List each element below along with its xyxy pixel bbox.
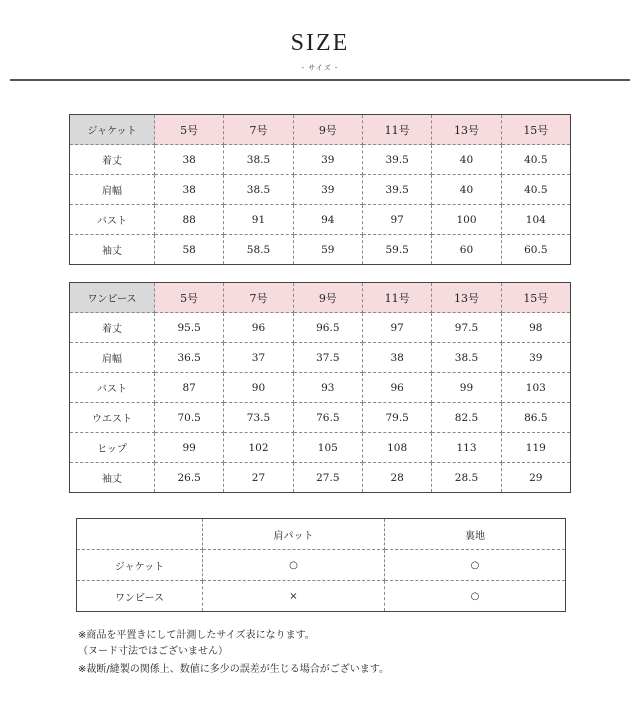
table-cell: 37.5	[293, 343, 362, 373]
options-table	[76, 518, 566, 612]
row-label: ヒップ	[70, 433, 155, 463]
table-cell: 59	[293, 235, 362, 265]
row-label: ウエスト	[70, 403, 155, 433]
table-cell: 60.5	[501, 235, 570, 265]
row-label: 着丈	[70, 145, 155, 175]
table-cell: 39.5	[362, 145, 431, 175]
table-corner-label	[77, 519, 203, 550]
size-header: 13号	[432, 283, 501, 313]
table-row	[70, 175, 571, 205]
size-header: 9号	[293, 283, 362, 313]
table-cell: 36.5	[155, 343, 224, 373]
row-label: バスト	[70, 373, 155, 403]
row-label: バスト	[70, 205, 155, 235]
table-cell: 38.5	[432, 343, 501, 373]
option-header-lining: 裏地	[385, 519, 566, 550]
table-cell: ○	[385, 550, 566, 581]
table-header-row	[70, 115, 571, 145]
table-cell: 97	[362, 313, 431, 343]
table-cell: 28.5	[432, 463, 501, 493]
row-label: 袖丈	[70, 235, 155, 265]
table-cell: 100	[432, 205, 501, 235]
size-header: 5号	[155, 115, 224, 145]
table-cell: 99	[432, 373, 501, 403]
row-label: 肩幅	[70, 175, 155, 205]
table-cell: 96	[362, 373, 431, 403]
row-label: 着丈	[70, 313, 155, 343]
table-cell: 93	[293, 373, 362, 403]
table-row	[70, 343, 571, 373]
table-cell: 95.5	[155, 313, 224, 343]
table-cell: 108	[362, 433, 431, 463]
table-row	[70, 205, 571, 235]
size-header: 7号	[224, 283, 293, 313]
table-cell: 88	[155, 205, 224, 235]
table-cell: 40.5	[501, 145, 570, 175]
table-cell: 102	[224, 433, 293, 463]
table-cell: 39	[293, 175, 362, 205]
table-cell: 38.5	[224, 175, 293, 205]
table-cell: 96	[224, 313, 293, 343]
table-cell: 86.5	[501, 403, 570, 433]
table-cell: 38	[155, 175, 224, 205]
note-line: ※裁断/縫製の関係上、数値に多少の誤差が生じる場合がございます。	[78, 664, 389, 675]
jacket-size-table	[69, 114, 571, 265]
table-cell: 94	[293, 205, 362, 235]
note-line: ※商品を平置きにして計測したサイズ表になります。	[78, 630, 315, 641]
table-cell: 58.5	[224, 235, 293, 265]
table-cell: ×	[203, 581, 385, 612]
row-label: 肩幅	[70, 343, 155, 373]
table-cell: 38.5	[224, 145, 293, 175]
table-cell: 39	[293, 145, 362, 175]
table-cell: 59.5	[362, 235, 431, 265]
table-cell: 119	[501, 433, 570, 463]
size-header: 5号	[155, 283, 224, 313]
table-header-row	[70, 283, 571, 313]
table-row	[70, 145, 571, 175]
onepiece-size-table	[69, 282, 571, 493]
table-row	[70, 403, 571, 433]
table-cell: 90	[224, 373, 293, 403]
table-corner-label: ワンピース	[70, 283, 155, 313]
size-header: 7号	[224, 115, 293, 145]
table-cell: 38	[362, 343, 431, 373]
row-label: ジャケット	[77, 550, 203, 581]
table-cell: 104	[501, 205, 570, 235]
table-cell: 27.5	[293, 463, 362, 493]
size-header: 9号	[293, 115, 362, 145]
table-cell: 37	[224, 343, 293, 373]
row-label: 袖丈	[70, 463, 155, 493]
page-subtitle: - サイズ -	[301, 64, 339, 72]
table-cell: 82.5	[432, 403, 501, 433]
table-cell: 28	[362, 463, 431, 493]
table-row	[70, 433, 571, 463]
table-cell: ○	[385, 581, 566, 612]
table-cell: 97.5	[432, 313, 501, 343]
table-cell: 97	[362, 205, 431, 235]
table-cell: 99	[155, 433, 224, 463]
note-line: （ヌード寸法ではございません）	[78, 646, 228, 657]
table-cell: 79.5	[362, 403, 431, 433]
table-cell: 27	[224, 463, 293, 493]
table-cell: 96.5	[293, 313, 362, 343]
table-cell: 39.5	[362, 175, 431, 205]
size-header: 15号	[501, 115, 570, 145]
page-title: SIZE	[290, 30, 350, 56]
table-cell: 58	[155, 235, 224, 265]
notes	[78, 628, 598, 678]
table-cell: 103	[501, 373, 570, 403]
table-row	[70, 463, 571, 493]
table-cell: 91	[224, 205, 293, 235]
table-cell: 87	[155, 373, 224, 403]
size-header: 13号	[432, 115, 501, 145]
table-cell: ○	[203, 550, 385, 581]
table-corner-label: ジャケット	[70, 115, 155, 145]
table-cell: 76.5	[293, 403, 362, 433]
option-header-shoulder-pad: 肩パット	[203, 519, 385, 550]
table-cell: 40.5	[501, 175, 570, 205]
table-cell: 113	[432, 433, 501, 463]
size-header: 11号	[362, 115, 431, 145]
table-cell: 40	[432, 175, 501, 205]
table-header-row	[77, 519, 566, 550]
table-row	[77, 581, 566, 612]
table-row	[77, 550, 566, 581]
table-cell: 38	[155, 145, 224, 175]
table-row	[70, 313, 571, 343]
size-header: 11号	[362, 283, 431, 313]
table-cell: 98	[501, 313, 570, 343]
title-divider	[10, 79, 630, 81]
table-row	[70, 373, 571, 403]
table-cell: 73.5	[224, 403, 293, 433]
table-cell: 105	[293, 433, 362, 463]
table-cell: 60	[432, 235, 501, 265]
row-label: ワンピース	[77, 581, 203, 612]
table-cell: 26.5	[155, 463, 224, 493]
table-cell: 70.5	[155, 403, 224, 433]
table-cell: 40	[432, 145, 501, 175]
table-row	[70, 235, 571, 265]
table-cell: 39	[501, 343, 570, 373]
table-cell: 29	[501, 463, 570, 493]
size-header: 15号	[501, 283, 570, 313]
